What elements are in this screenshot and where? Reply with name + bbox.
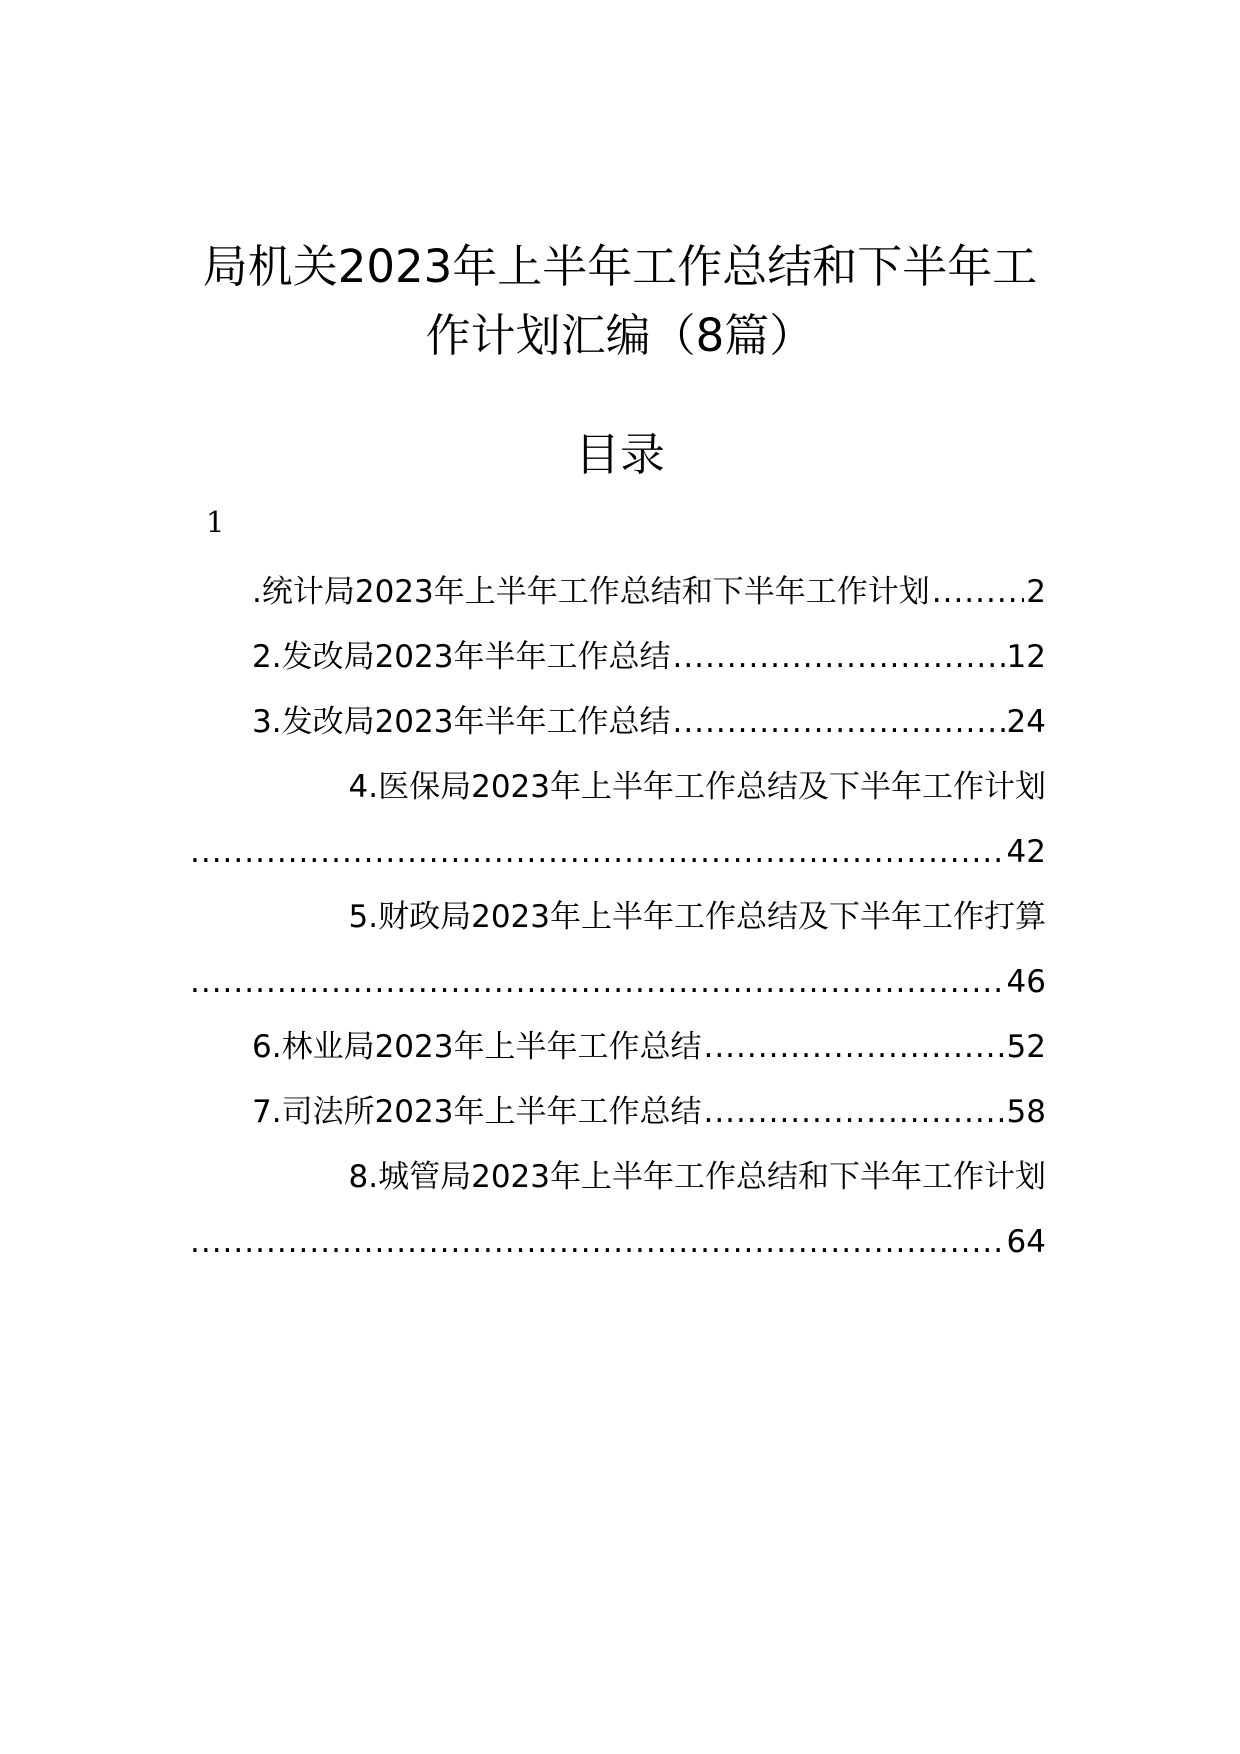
toc-leader	[190, 1210, 1005, 1275]
table-of-contents	[190, 560, 1046, 1275]
toc-heading: 目录	[574, 428, 665, 481]
toc-entry-7[interactable]	[190, 1080, 1046, 1145]
toc-entry-text: 7.司法所2023年上半年工作总结	[252, 1094, 702, 1130]
toc-page-number: 2	[1026, 574, 1046, 610]
toc-entry-4[interactable]	[190, 755, 1046, 820]
toc-leader	[932, 560, 1025, 625]
document-title	[190, 232, 1050, 370]
toc-entry-4-leader-row[interactable]	[190, 820, 1046, 885]
toc-entry-8[interactable]	[190, 1145, 1046, 1210]
toc-entry-text: 3.发改局2023年半年工作总结	[252, 704, 671, 740]
toc-entry-5-leader-row[interactable]	[190, 950, 1046, 1015]
toc-leader	[672, 690, 1004, 755]
title-line-2: 作计划汇编（8篇）	[425, 309, 815, 362]
toc-entry-8-leader-row[interactable]	[190, 1210, 1046, 1275]
toc-page-number: 58	[1006, 1094, 1046, 1130]
toc-entry-1[interactable]	[190, 560, 1046, 625]
toc-page-number: 24	[1006, 704, 1046, 740]
toc-leader	[703, 1015, 1004, 1080]
stray-list-number: 1	[206, 505, 225, 539]
toc-leader	[672, 625, 1004, 690]
toc-entry-text: 2.发改局2023年半年工作总结	[252, 639, 671, 675]
toc-entry-2[interactable]	[190, 625, 1046, 690]
toc-entry-3[interactable]	[190, 690, 1046, 755]
title-line-1: 局机关2023年上半年工作总结和下半年工	[202, 240, 1038, 293]
toc-entry-text: .统计局2023年上半年工作总结和下半年工作计划	[252, 574, 930, 610]
toc-leader	[703, 1080, 1004, 1145]
toc-leader	[190, 820, 1005, 885]
toc-entry-text: 4.医保局2023年上半年工作总结及下半年工作计划	[348, 769, 1046, 805]
toc-entry-text: 8.城管局2023年上半年工作总结和下半年工作计划	[348, 1159, 1046, 1195]
toc-page-number: 52	[1006, 1029, 1046, 1065]
toc-entry-5[interactable]	[190, 885, 1046, 950]
toc-page-number: 46	[1006, 964, 1046, 1000]
toc-page-number: 12	[1006, 639, 1046, 675]
toc-page-number: 42	[1006, 834, 1046, 870]
toc-entry-text: 5.财政局2023年上半年工作总结及下半年工作打算	[348, 899, 1046, 935]
toc-page-number: 64	[1006, 1224, 1046, 1260]
toc-entry-6[interactable]	[190, 1015, 1046, 1080]
toc-entry-text: 6.林业局2023年上半年工作总结	[252, 1029, 702, 1065]
toc-leader	[190, 950, 1005, 1015]
